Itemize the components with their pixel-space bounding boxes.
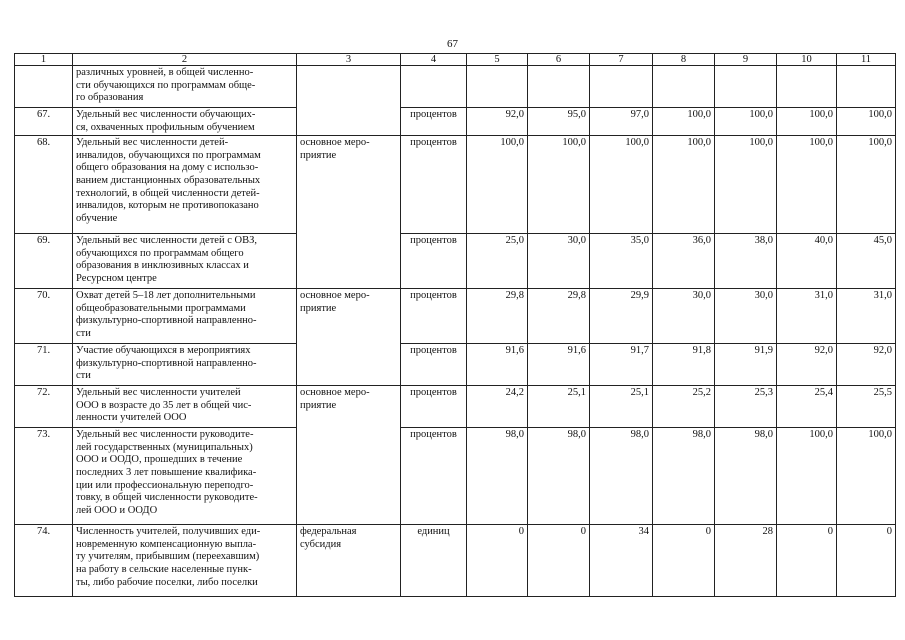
value-cell: 100,0 <box>777 136 837 234</box>
row-number: 68. <box>15 136 73 234</box>
value-cell: 29,9 <box>590 289 653 344</box>
value-cell <box>777 66 837 108</box>
column-header: 5 <box>467 54 528 66</box>
value-cell: 25,2 <box>653 386 715 428</box>
value-cell <box>837 66 896 108</box>
funding-source: основное меро- приятие <box>297 289 401 386</box>
table-header-row <box>15 54 896 66</box>
value-cell: 100,0 <box>715 108 777 136</box>
value-cell <box>590 66 653 108</box>
unit-cell: процентов <box>401 428 467 525</box>
value-cell: 100,0 <box>777 108 837 136</box>
funding-source: основное меро- приятие <box>297 386 401 525</box>
value-cell: 25,4 <box>777 386 837 428</box>
row-number: 72. <box>15 386 73 428</box>
value-cell: 30,0 <box>653 289 715 344</box>
value-cell: 91,6 <box>528 344 590 386</box>
row-number: 71. <box>15 344 73 386</box>
value-cell: 31,0 <box>837 289 896 344</box>
column-header: 7 <box>590 54 653 66</box>
value-cell: 100,0 <box>715 136 777 234</box>
value-cell: 36,0 <box>653 234 715 289</box>
column-header: 10 <box>777 54 837 66</box>
value-cell: 25,3 <box>715 386 777 428</box>
value-cell: 98,0 <box>653 428 715 525</box>
table-row <box>15 428 896 525</box>
value-cell: 0 <box>653 525 715 597</box>
value-cell: 25,0 <box>467 234 528 289</box>
page-number: 67 <box>447 38 458 50</box>
value-cell: 92,0 <box>777 344 837 386</box>
value-cell: 24,2 <box>467 386 528 428</box>
unit-cell: единиц <box>401 525 467 597</box>
value-cell <box>715 66 777 108</box>
value-cell: 95,0 <box>528 108 590 136</box>
value-cell: 30,0 <box>528 234 590 289</box>
value-cell: 0 <box>528 525 590 597</box>
row-number: 70. <box>15 289 73 344</box>
indicator-name: Охват детей 5–18 лет дополнительными общеобразовательными программами физкультурно-спортивной направленно- сти <box>73 289 297 344</box>
value-cell: 38,0 <box>715 234 777 289</box>
column-header: 3 <box>297 54 401 66</box>
unit-cell: процентов <box>401 344 467 386</box>
value-cell: 25,1 <box>590 386 653 428</box>
column-header: 8 <box>653 54 715 66</box>
funding-source: основное меро- приятие <box>297 136 401 289</box>
value-cell: 0 <box>777 525 837 597</box>
value-cell: 28 <box>715 525 777 597</box>
value-cell: 0 <box>467 525 528 597</box>
value-cell <box>528 66 590 108</box>
indicator-name: различных уровней, в общей численно- сти обучающихся по программам обще- го образования <box>73 66 297 108</box>
table-row <box>15 344 896 386</box>
row-number: 67. <box>15 108 73 136</box>
indicator-name: Участие обучающихся в мероприятиях физкультурно-спортивной направленно- сти <box>73 344 297 386</box>
value-cell: 100,0 <box>837 136 896 234</box>
value-cell: 98,0 <box>528 428 590 525</box>
value-cell: 40,0 <box>777 234 837 289</box>
column-header: 2 <box>73 54 297 66</box>
table-row <box>15 525 896 597</box>
value-cell: 25,5 <box>837 386 896 428</box>
column-header: 4 <box>401 54 467 66</box>
value-cell: 98,0 <box>467 428 528 525</box>
column-header: 11 <box>837 54 896 66</box>
table-row <box>15 289 896 344</box>
value-cell: 100,0 <box>653 108 715 136</box>
value-cell: 100,0 <box>528 136 590 234</box>
value-cell: 100,0 <box>467 136 528 234</box>
unit-cell: процентов <box>401 386 467 428</box>
table-row <box>15 66 896 108</box>
value-cell: 100,0 <box>590 136 653 234</box>
value-cell: 98,0 <box>715 428 777 525</box>
table-row <box>15 386 896 428</box>
value-cell: 29,8 <box>528 289 590 344</box>
value-cell: 100,0 <box>837 108 896 136</box>
table-row <box>15 136 896 234</box>
indicator-name: Удельный вес численности детей с ОВЗ, обучающихся по программам общего образования в инклюзивных классах и Ресурсном центре <box>73 234 297 289</box>
indicator-name: Удельный вес численности руководите- лей государственных (муниципальных) ООО и ООДО, прошедших в течение последних 3 лет повышение квалифика- ции или профессиональную переподго- товку, в общей численности руководите- лей ООО и ООДО <box>73 428 297 525</box>
table-body <box>15 66 896 597</box>
value-cell: 25,1 <box>528 386 590 428</box>
value-cell: 97,0 <box>590 108 653 136</box>
value-cell: 35,0 <box>590 234 653 289</box>
column-header: 1 <box>15 54 73 66</box>
row-number: 73. <box>15 428 73 525</box>
unit-cell: процентов <box>401 136 467 234</box>
value-cell: 91,9 <box>715 344 777 386</box>
value-cell: 100,0 <box>653 136 715 234</box>
indicators-table <box>14 53 896 597</box>
unit-cell: процентов <box>401 108 467 136</box>
indicator-name: Удельный вес численности учителей ООО в возрасте до 35 лет в общей чис- ленности учителей ООО <box>73 386 297 428</box>
column-header: 6 <box>528 54 590 66</box>
value-cell: 30,0 <box>715 289 777 344</box>
funding-source: федеральная субсидия <box>297 525 401 597</box>
table-row <box>15 108 896 136</box>
column-header: 9 <box>715 54 777 66</box>
table-row <box>15 234 896 289</box>
value-cell: 92,0 <box>837 344 896 386</box>
value-cell: 100,0 <box>777 428 837 525</box>
value-cell: 100,0 <box>837 428 896 525</box>
value-cell: 92,0 <box>467 108 528 136</box>
row-number: 74. <box>15 525 73 597</box>
funding-source <box>297 66 401 136</box>
value-cell: 34 <box>590 525 653 597</box>
value-cell <box>653 66 715 108</box>
value-cell: 91,6 <box>467 344 528 386</box>
row-number <box>15 66 73 108</box>
value-cell: 31,0 <box>777 289 837 344</box>
value-cell: 91,8 <box>653 344 715 386</box>
unit-cell: процентов <box>401 289 467 344</box>
value-cell: 98,0 <box>590 428 653 525</box>
value-cell <box>467 66 528 108</box>
value-cell: 45,0 <box>837 234 896 289</box>
indicator-name: Удельный вес численности детей- инвалидов, обучающихся по программам общего образования на дому с использо- ванием дистанционных образовательных технологий, в общей численности детей- инвалидов, которым не противопоказано обучение <box>73 136 297 234</box>
unit-cell: процентов <box>401 234 467 289</box>
unit-cell <box>401 66 467 108</box>
value-cell: 0 <box>837 525 896 597</box>
value-cell: 29,8 <box>467 289 528 344</box>
row-number: 69. <box>15 234 73 289</box>
indicator-name: Удельный вес численности обучающих- ся, охваченных профильным обучением <box>73 108 297 136</box>
value-cell: 91,7 <box>590 344 653 386</box>
indicator-name: Численность учителей, получивших еди- новременную компенсационную выпла- ту учителям, прибывшим (переехавшим) на работу в сельские населенные пунк- ты, либо рабочие поселки, либо поселки <box>73 525 297 597</box>
